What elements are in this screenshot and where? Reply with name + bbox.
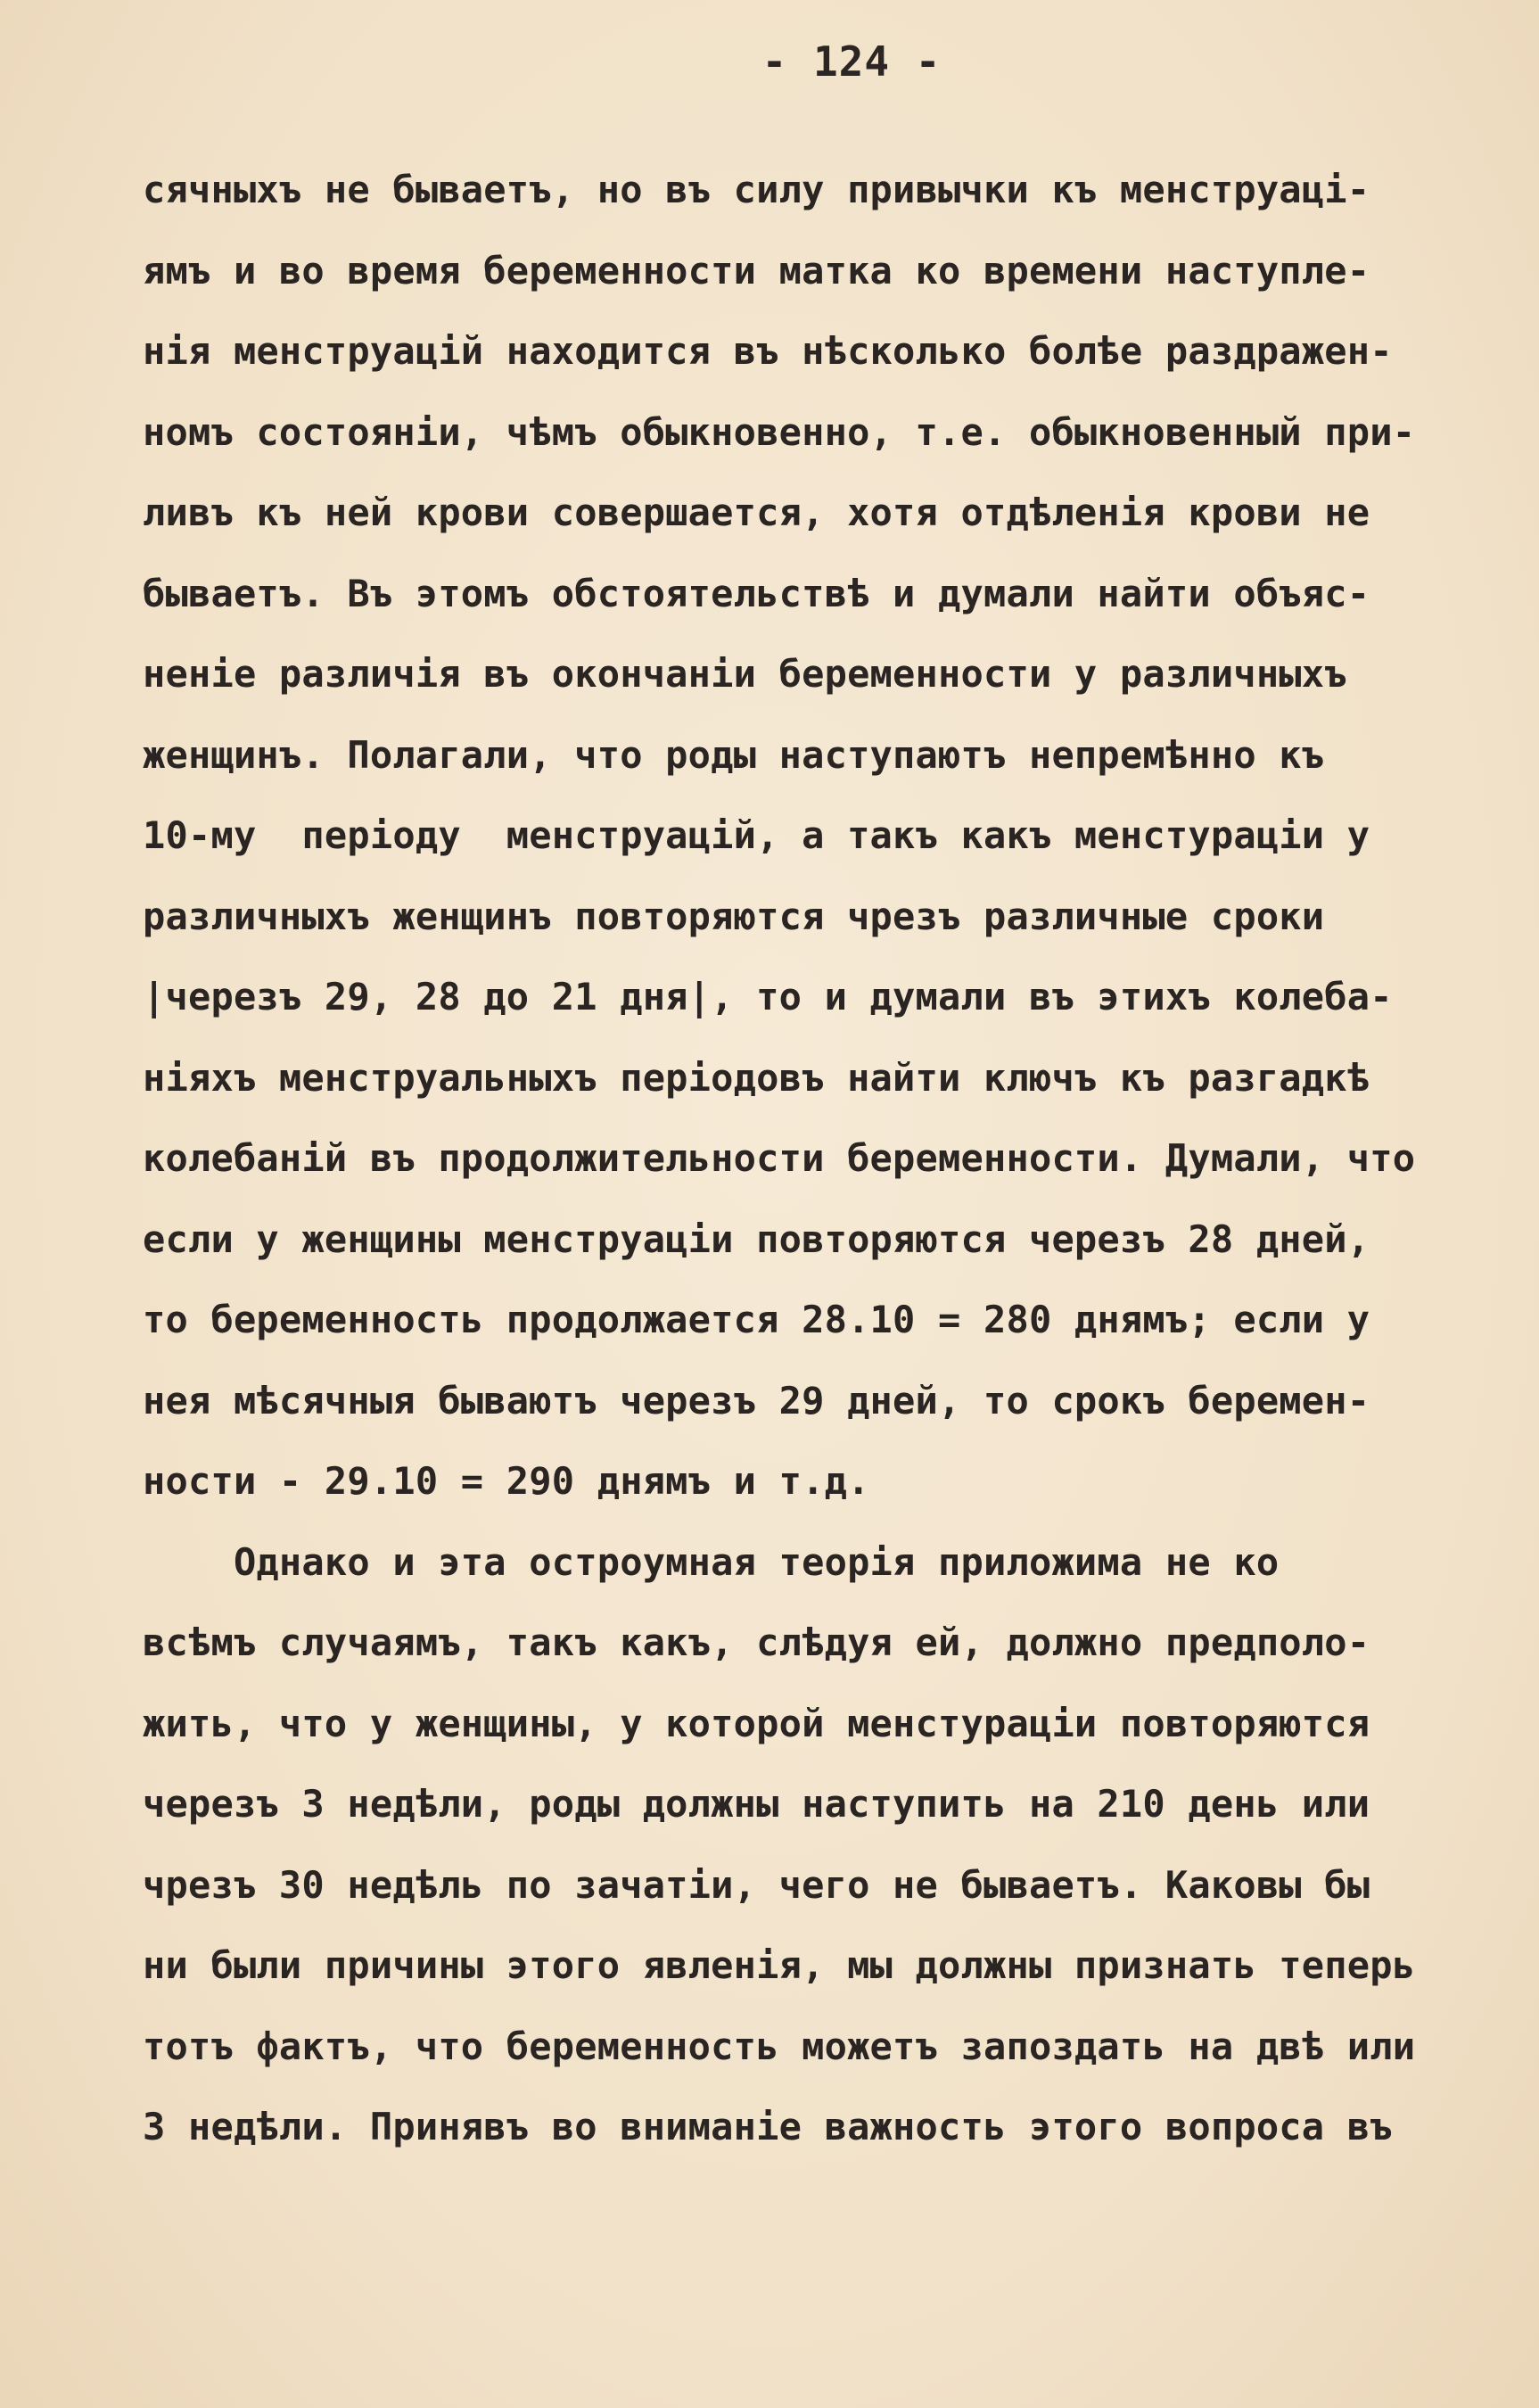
text-line: различныхъ женщинъ повторяются чрезъ различные сроки: [143, 894, 1325, 938]
text-line: черезъ 3 недѣли, роды должны наступить на 210 день или: [143, 1782, 1370, 1826]
text-line: |черезъ 29, 28 до 21 дня|, то и думали въ этихъ колеба-: [143, 975, 1393, 1018]
reverse-side-bleed-through: [134, 2265, 1525, 2372]
text-line: 10-му перiоду менструацiй, а такъ какъ менстурацiи у: [143, 813, 1370, 857]
text-line: колебанiй въ продолжительности беременности. Думали, что: [143, 1136, 1416, 1180]
text-line: то беременность продолжается 28.10 = 280 днямъ; если у: [143, 1298, 1370, 1341]
paragraph-start-line: Однако и эта остроумная теорiя приложима не ко: [143, 1539, 1280, 1584]
text-line: тотъ фактъ, что беременность можетъ запоздать на двѣ или: [143, 2024, 1416, 2068]
text-line: ни были причины этого явленiя, мы должны признать теперь: [143, 1943, 1416, 1987]
text-line: нiя менструацiй находится въ нѣсколько болѣе раздражен-: [143, 329, 1393, 373]
text-line: ности - 29.10 = 290 днямъ и т.д.: [143, 1459, 870, 1503]
page-number: - 124 -: [761, 37, 942, 86]
text-line: ненiе различiя въ окончанiи беременности у различныхъ: [143, 652, 1347, 696]
text-line: чрезъ 30 недѣль по зачатiи, чего не бываетъ. Каковы бы: [143, 1862, 1370, 1907]
text-line: нея мѣсячныя бываютъ черезъ 29 дней, то срокъ беремен-: [143, 1378, 1370, 1423]
text-line: всѣмъ случаямъ, такъ какъ, слѣдуя ей, должно предполо-: [143, 1620, 1370, 1664]
body-text: [143, 150, 1516, 2168]
text-line: номъ состоянiи, чѣмъ обыкновенно, т.е. обыкновенный при-: [143, 409, 1416, 454]
text-line: жить, что у женщины, у которой менстурацiи повторяются: [143, 1701, 1370, 1745]
text-line: бываетъ. Въ этомъ обстоятельствѣ и думали найти объяс-: [143, 571, 1370, 615]
text-line: нiяхъ менструальныхъ перiодовъ найти ключъ къ разгадкѣ: [143, 1055, 1370, 1100]
text-line: если у женщины менструацiи повторяются черезъ 28 дней,: [143, 1216, 1370, 1261]
text-line: 3 недѣли. Принявъ во вниманiе важность этого вопроса въ: [143, 2105, 1393, 2148]
text-line: ливъ къ ней крови совершается, хотя отдѣленiя крови не: [143, 491, 1370, 534]
text-line: сячныхъ не бываетъ, но въ силу привычки къ менструацi-: [143, 168, 1370, 211]
text-line: женщинъ. Полагали, что роды наступаютъ непремѣнно къ: [143, 732, 1325, 777]
text-line: ямъ и во время беременности матка ко времени наступле-: [143, 248, 1370, 293]
